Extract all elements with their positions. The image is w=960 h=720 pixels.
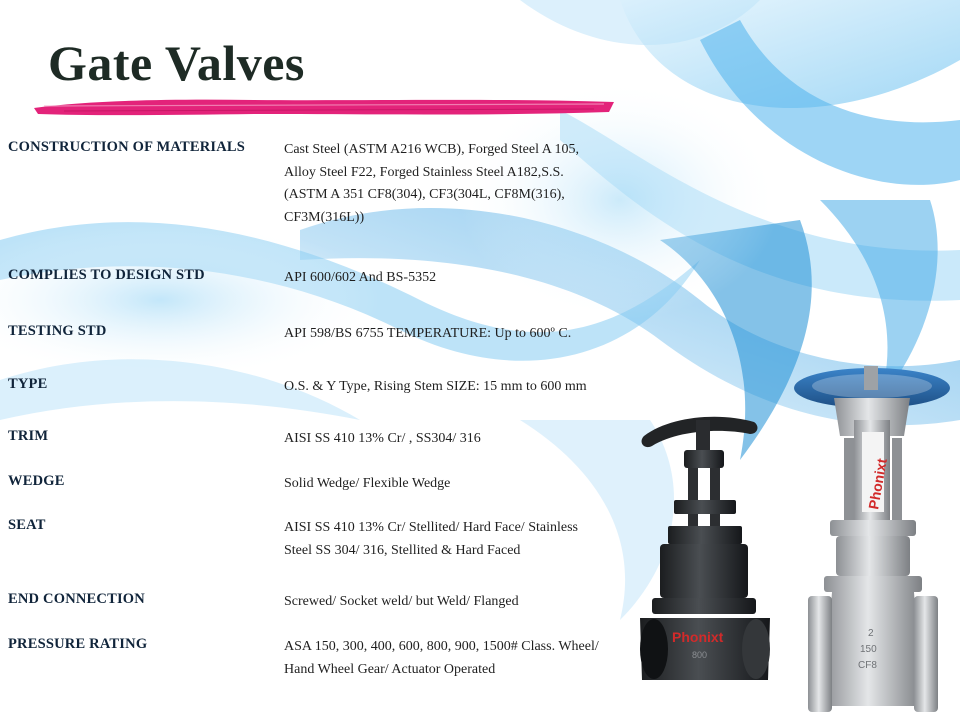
spec-label: TRIM <box>8 428 49 444</box>
spec-label: CONSTRUCTION OF MATERIALS <box>8 139 246 155</box>
valve-product-photos <box>630 360 960 720</box>
spec-label: WEDGE <box>8 473 65 489</box>
cast-valve-marking-top: 2 <box>868 628 874 639</box>
spec-value: Solid Wedge/ Flexible Wedge <box>284 476 451 491</box>
spec-value: Screwed/ Socket weld/ but Weld/ Flanged <box>284 594 519 609</box>
spec-value: ASA 150, 300, 400, 600, 800, 900, 1500# Class. Wheel/ Hand Wheel Gear/ Actuator Operated <box>284 639 599 677</box>
cast-valve-brand: Phonixt <box>865 457 890 511</box>
spec-label: END CONNECTION <box>8 591 145 607</box>
forged-gate-valve-icon <box>640 417 770 680</box>
cast-valve-marking-mid: 150 <box>860 644 877 655</box>
spec-label: TYPE <box>8 376 48 392</box>
spec-label: COMPLIES TO DESIGN STD <box>8 267 205 283</box>
cast-valve-marking-bottom: CF8 <box>858 660 877 671</box>
spec-value: AISI SS 410 13% Cr/ , SS304/ 316 <box>284 431 481 446</box>
spec-value: AISI SS 410 13% Cr/ Stellited/ Hard Face/ Stainless Steel SS 304/ 316, Stellited & Hard Faced <box>284 520 578 558</box>
spec-label: TESTING STD <box>8 323 107 339</box>
spec-value: API 600/602 And BS-5352 <box>284 270 437 285</box>
spec-value: API 598/BS 6755 TEMPERATURE: Up to 600º C. <box>284 326 572 341</box>
spec-label: SEAT <box>8 517 46 533</box>
cast-gate-valve-icon <box>794 366 950 712</box>
spec-label: PRESSURE RATING <box>8 636 148 652</box>
spec-value: Cast Steel (ASTM A216 WCB), Forged Steel A 105, Alloy Steel F22, Forged Stainless Steel A182,S.S.(ASTM A 351 CF8(304), CF3(304L, CF8M(316), CF3M(316L)) <box>284 142 580 225</box>
spec-value: O.S. & Y Type, Rising Stem SIZE: 15 mm to 600 mm <box>284 379 587 394</box>
forged-valve-brand: Phonixt <box>672 629 724 645</box>
forged-valve-marking: 800 <box>692 650 708 660</box>
page-title: Gate Valves <box>48 35 305 91</box>
